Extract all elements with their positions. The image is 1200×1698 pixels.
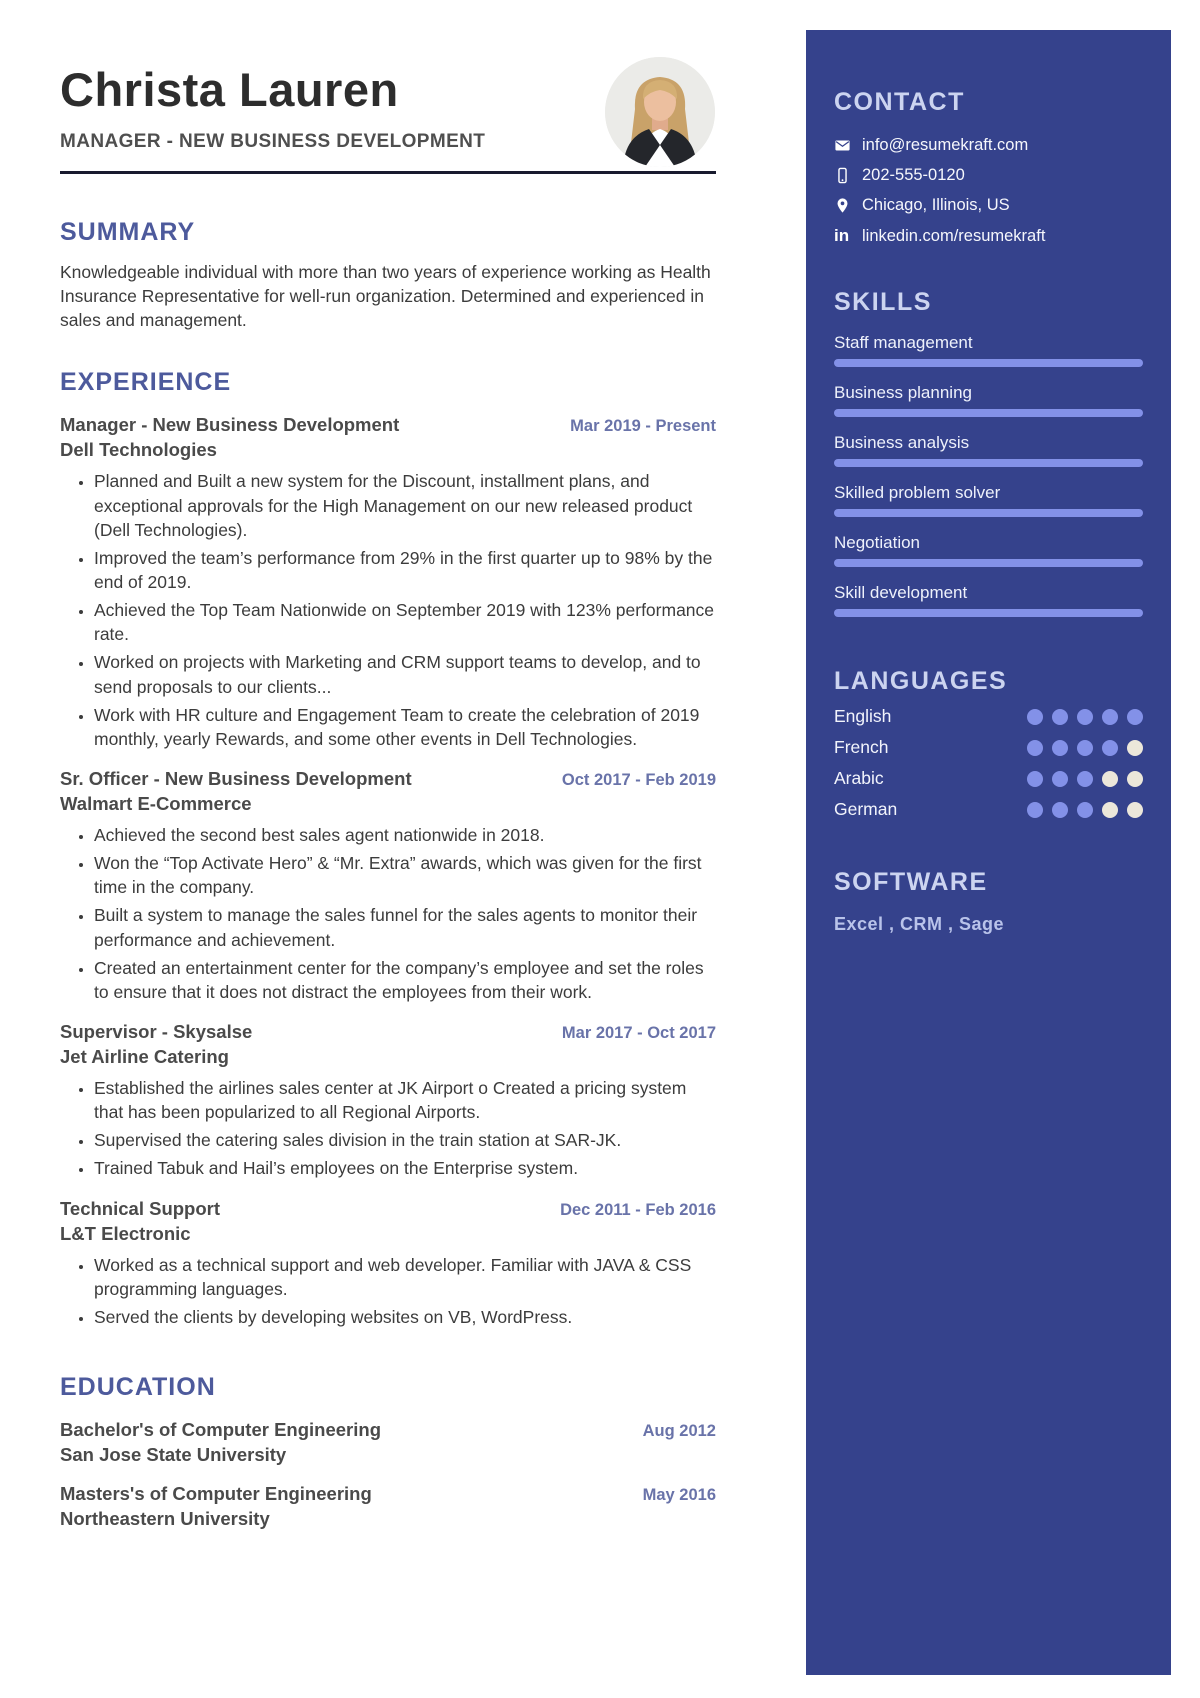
level-dot — [1127, 740, 1143, 756]
level-dot — [1127, 802, 1143, 818]
profile-photo — [605, 57, 715, 167]
job-entry — [60, 1198, 716, 1329]
level-dot — [1077, 771, 1093, 787]
skill-label: Staff management — [834, 333, 973, 352]
experience-list — [60, 414, 716, 1329]
job-bullet: • Achieved the second best sales agent nationwide in 2018. — [94, 823, 716, 847]
degree-name: Bachelor's of Computer Engineering — [60, 1418, 381, 1440]
level-dot — [1052, 802, 1068, 818]
skill-label: Negotiation — [834, 533, 921, 552]
job-bullet: • Work with HR culture and Engagement Team to create the celebration of 2019 monthly, yearly Rewards, and some other events in Dell Technologies. — [94, 703, 716, 751]
job-dates: Dec 2011 - Feb 2016 — [560, 1200, 716, 1219]
skill-level-bar — [834, 609, 1143, 617]
job-bullet: • Trained Tabuk and Hail’s employees on the Enterprise system. — [94, 1156, 716, 1180]
job-entry — [60, 414, 716, 751]
contact-heading: CONTACT — [834, 88, 965, 116]
skill-label: Business analysis — [834, 433, 970, 452]
language-level-dots — [1027, 771, 1143, 787]
language-level-dots — [1027, 802, 1143, 818]
avatar — [605, 57, 715, 167]
location-icon — [834, 197, 862, 214]
software-heading: SOFTWARE — [834, 868, 988, 896]
phone-icon — [834, 167, 862, 184]
contact-item — [834, 226, 1143, 246]
contact-item — [834, 166, 1143, 185]
skill-label: Skilled problem solver — [834, 483, 1001, 502]
job-bullet-list — [60, 1253, 716, 1329]
job-title: Manager - New Business Development — [60, 414, 400, 436]
language-level-dots — [1027, 709, 1143, 725]
education-date: Aug 2012 — [642, 1421, 716, 1440]
job-bullet: • Planned and Built a new system for the Discount, installment plans, and exceptional approvals for the High Management on our new released product (Dell Technologies). — [94, 469, 716, 541]
header-divider — [60, 171, 716, 174]
skill-level-bar — [834, 509, 1143, 517]
language-item — [834, 706, 1143, 727]
skill-level-bar — [834, 459, 1143, 467]
education-entry — [60, 1483, 716, 1530]
level-dot — [1027, 802, 1043, 818]
skill-label: Skill development — [834, 583, 968, 602]
job-bullet: • Established the airlines sales center at JK Airport o Created a pricing system that has been popularized to all Regional Airports. — [94, 1076, 716, 1124]
job-bullet-list — [60, 469, 716, 751]
person-name: Christa Lauren — [60, 63, 399, 116]
education-date: May 2016 — [642, 1485, 716, 1504]
job-company: Dell Technologies — [60, 439, 217, 461]
job-bullet: • Won the “Top Activate Hero” & “Mr. Extra” awards, which was given for the first time in the company. — [94, 851, 716, 899]
job-entry — [60, 768, 716, 1004]
job-dates: Mar 2017 - Oct 2017 — [561, 1023, 716, 1042]
job-bullet: • Achieved the Top Team Nationwide on September 2019 with 123% performance rate. — [94, 598, 716, 646]
job-bullet: • Improved the team’s performance from 29% in the first quarter up to 98% by the end of 2019. — [94, 546, 716, 594]
job-header — [60, 414, 716, 436]
job-header — [60, 768, 716, 790]
job-bullet: • Served the clients by developing websites on VB, WordPress. — [94, 1305, 716, 1329]
job-company: Jet Airline Catering — [60, 1045, 229, 1067]
level-dot — [1052, 771, 1068, 787]
level-dot — [1052, 709, 1068, 725]
contact-item — [834, 196, 1143, 215]
contact-text: linkedin.com/resumekraft — [862, 226, 1046, 245]
education-header — [60, 1483, 716, 1505]
level-dot — [1077, 740, 1093, 756]
level-dot — [1127, 771, 1143, 787]
job-bullet-list — [60, 823, 716, 1004]
level-dot — [1077, 709, 1093, 725]
skill-level-bar — [834, 359, 1143, 367]
email-icon — [834, 137, 862, 154]
job-bullet: • Worked on projects with Marketing and CRM support teams to develop, and to send proposals to our clients... — [94, 650, 716, 698]
job-header — [60, 1198, 716, 1220]
job-company: L&T Electronic — [60, 1222, 191, 1244]
skill-item — [834, 583, 1143, 617]
level-dot — [1102, 802, 1118, 818]
skill-item — [834, 533, 1143, 567]
language-item — [834, 768, 1143, 789]
software-list-text: Excel , CRM , Sage — [834, 914, 1005, 934]
contact-text: info@resumekraft.com — [862, 136, 1029, 154]
skill-item — [834, 433, 1143, 467]
level-dot — [1102, 771, 1118, 787]
language-name: French — [834, 737, 889, 757]
skill-level-bar — [834, 409, 1143, 417]
languages-list — [834, 706, 1143, 820]
language-name: English — [834, 706, 892, 726]
job-title: Supervisor - Skysalse — [60, 1020, 253, 1042]
language-level-dots — [1027, 740, 1143, 756]
skill-label: Business planning — [834, 383, 972, 402]
job-bullet: • Built a system to manage the sales funnel for the sales agents to monitor their performance and achievement. — [94, 903, 716, 951]
job-bullet: • Worked as a technical support and web developer. Familiar with JAVA & CSS programming languages. — [94, 1253, 716, 1301]
linkedin-icon: in — [834, 226, 850, 245]
summary-heading: SUMMARY — [60, 218, 196, 246]
skill-item — [834, 383, 1143, 417]
experience-heading: EXPERIENCE — [60, 368, 232, 397]
contact-list — [834, 136, 1143, 246]
contact-text: 202-555-0120 — [862, 166, 965, 184]
sidebar — [806, 30, 1171, 1675]
job-bullet: • Supervised the catering sales division in the train station at SAR-JK. — [94, 1128, 716, 1152]
language-item — [834, 799, 1143, 820]
job-company: Walmart E-Commerce — [60, 792, 252, 814]
level-dot — [1077, 802, 1093, 818]
contact-text: Chicago, Illinois, US — [862, 196, 1010, 214]
job-header — [60, 1021, 716, 1043]
level-dot — [1102, 740, 1118, 756]
job-bullet-list — [60, 1076, 716, 1181]
languages-heading: LANGUAGES — [834, 667, 1008, 695]
job-title: Sr. Officer - New Business Development — [60, 767, 412, 789]
skills-list — [834, 333, 1143, 617]
skill-item — [834, 483, 1143, 517]
education-heading: EDUCATION — [60, 1372, 216, 1401]
person-job-title: MANAGER - NEW BUSINESS DEVELOPMENT — [60, 131, 486, 152]
job-title: Technical Support — [60, 1197, 221, 1219]
level-dot — [1052, 740, 1068, 756]
level-dot — [1102, 709, 1118, 725]
skill-level-bar — [834, 559, 1143, 567]
school-name: Northeastern University — [60, 1507, 270, 1529]
school-name: San Jose State University — [60, 1443, 287, 1465]
main-column — [60, 0, 716, 1530]
skill-item — [834, 333, 1143, 367]
language-name: Arabic — [834, 768, 884, 788]
job-dates: Oct 2017 - Feb 2019 — [561, 770, 716, 789]
contact-item — [834, 136, 1143, 155]
summary-text: Knowledgeable individual with more than two years of experience working as Health Insurance Representative for well-run organization. Determined and experienced in sales and management. — [60, 262, 711, 331]
job-dates: Mar 2019 - Present — [570, 417, 716, 436]
skills-heading: SKILLS — [834, 288, 932, 316]
education-entry — [60, 1419, 716, 1466]
level-dot — [1127, 709, 1143, 725]
education-list — [60, 1419, 716, 1530]
education-header — [60, 1419, 716, 1441]
language-item — [834, 737, 1143, 758]
degree-name: Masters's of Computer Engineering — [60, 1482, 372, 1504]
level-dot — [1027, 771, 1043, 787]
job-bullet: • Created an entertainment center for the company’s employee and set the roles to ensure that it does not distract the employees from their work. — [94, 956, 716, 1004]
level-dot — [1027, 709, 1043, 725]
level-dot — [1027, 740, 1043, 756]
language-name: German — [834, 799, 898, 819]
job-entry — [60, 1021, 716, 1181]
